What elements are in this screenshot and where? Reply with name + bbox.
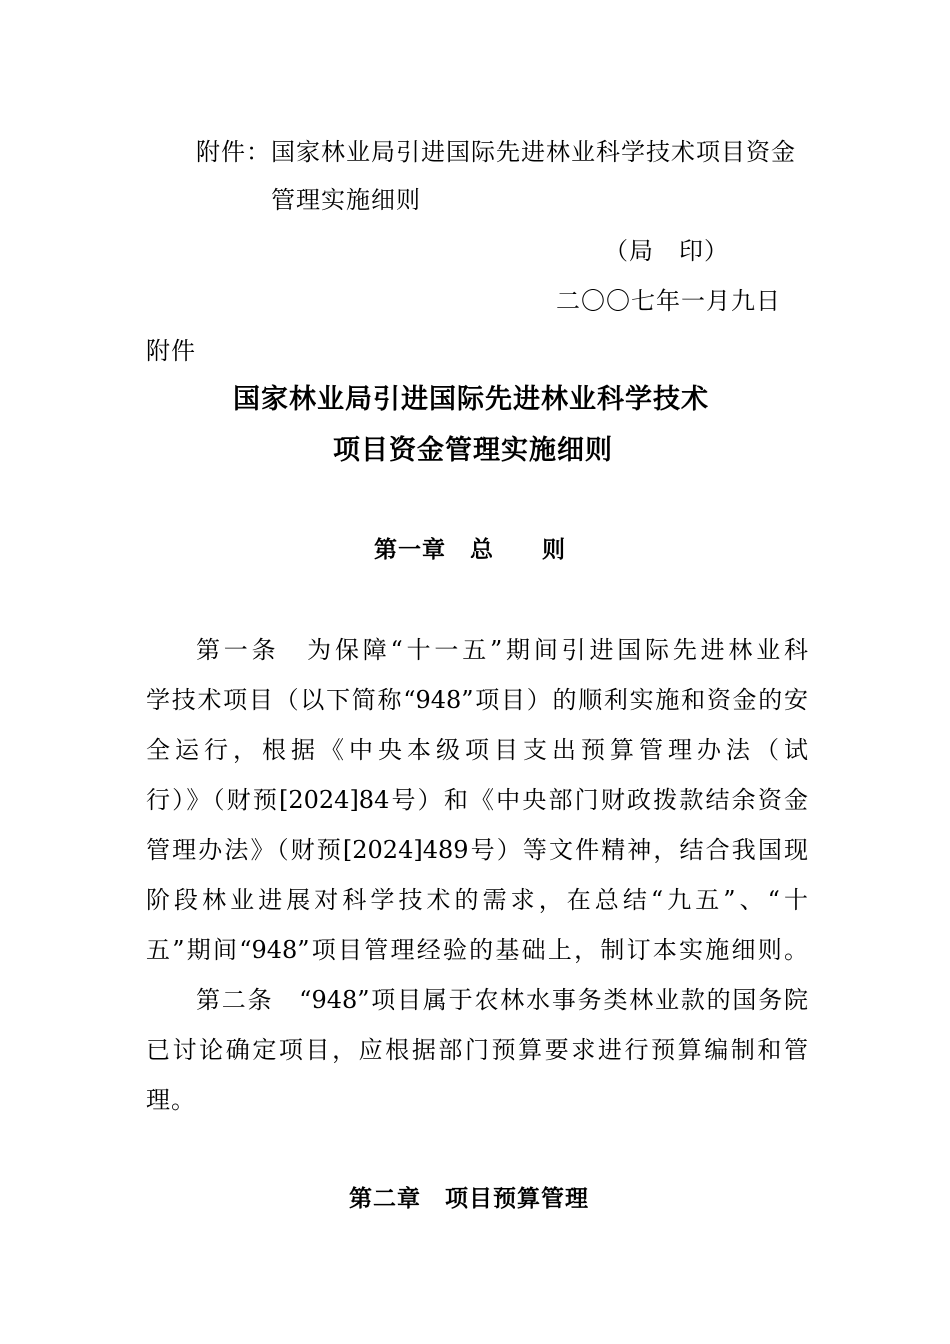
article-1-line: 全运行，根据《中央本级项目支出预算管理办法（试 [146, 736, 808, 764]
chapter-2-heading: 第二章 项目预算管理 [349, 1186, 589, 1212]
attachment-title-line-1: 国家林业局引进国际先进林业科学技术项目资金 [271, 138, 796, 166]
document-title-line-2: 项目资金管理实施细则 [333, 435, 613, 466]
attachment-title-line-2: 管理实施细则 [271, 186, 421, 214]
article-1-line: 行）》（财预[2024]84号）和《中央部门财政拨款结余资金 [146, 786, 808, 814]
annex-label: 附件 [146, 337, 196, 365]
article-1-line: 管理办法》（财预[2024]489号）等文件精神，结合我国现 [146, 836, 808, 864]
article-2-line: 理。 [146, 1086, 196, 1114]
article-2-line: 第二条 “948”项目属于农林水事务类林业款的国务院 [196, 986, 808, 1014]
article-1-line: 学技术项目（以下简称“948”项目）的顺利实施和资金的安 [146, 686, 808, 714]
document-title-line-1: 国家林业局引进国际先进林业科学技术 [233, 384, 709, 415]
article-1-line: 五”期间“948”项目管理经验的基础上，制订本实施细则。 [146, 936, 808, 964]
article-2-line: 已讨论确定项目，应根据部门预算要求进行预算编制和管 [146, 1036, 808, 1064]
article-1-line: 阶段林业进展对科学技术的需求，在总结“九五”、“十 [146, 886, 808, 914]
article-1-line: 第一条 为保障“十一五”期间引进国际先进林业科 [196, 636, 808, 664]
attachment-label: 附件： [196, 138, 271, 166]
issue-date: 二〇〇七年一月九日 [556, 287, 781, 315]
chapter-1-heading: 第一章 总 则 [374, 537, 566, 563]
seal-text: （局 印） [604, 237, 729, 265]
